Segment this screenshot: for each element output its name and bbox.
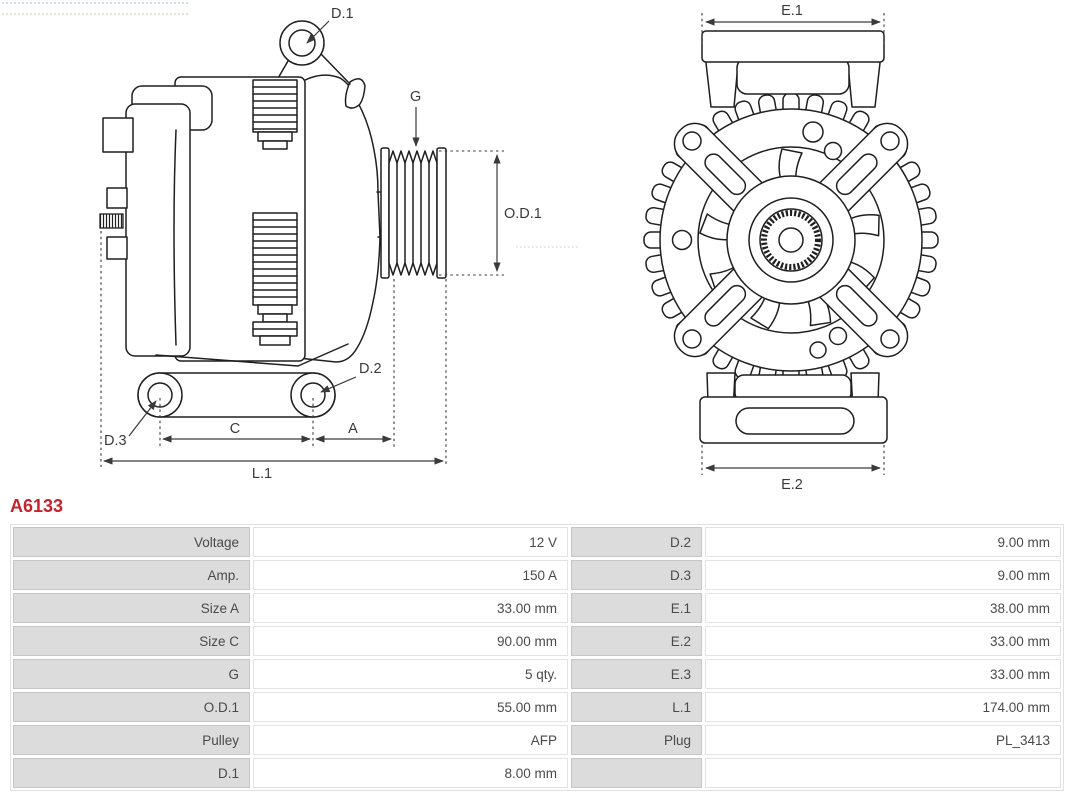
spec-value-cell: 90.00 mm xyxy=(253,626,568,656)
spec-value-cell: 174.00 mm xyxy=(705,692,1061,722)
terminal-stud-2 xyxy=(107,237,127,259)
dim-label-e2: E.2 xyxy=(781,477,803,493)
spec-label-cell: Voltage xyxy=(13,527,250,557)
spec-value-cell: 150 A xyxy=(253,560,568,590)
dim-label-d1: D.1 xyxy=(331,6,354,22)
spec-label-cell: Size C xyxy=(13,626,250,656)
table-row xyxy=(13,692,1061,722)
dim-label-c: C xyxy=(229,421,241,437)
spec-label-cell xyxy=(571,758,702,788)
front-housing xyxy=(126,104,190,356)
spec-value-cell: 8.00 mm xyxy=(253,758,568,788)
spec-label-cell: D.3 xyxy=(571,560,702,590)
spec-value-cell xyxy=(705,758,1061,788)
spec-label-cell: O.D.1 xyxy=(13,692,250,722)
spec-value-cell: 9.00 mm xyxy=(705,560,1061,590)
dim-label-d2: D.2 xyxy=(359,361,382,377)
spec-value-cell: 33.00 mm xyxy=(253,593,568,623)
spec-value-cell: PL_3413 xyxy=(705,725,1061,755)
table-row xyxy=(13,725,1061,755)
spec-label-cell: D.1 xyxy=(13,758,250,788)
front-view-diagram xyxy=(644,3,938,493)
table-row xyxy=(13,527,1061,557)
mount-lug-left-hole xyxy=(148,383,172,407)
terminal-block xyxy=(103,118,133,152)
spec-value-cell: 5 qty. xyxy=(253,659,568,689)
spec-value-cell: 55.00 mm xyxy=(253,692,568,722)
terminal-stud xyxy=(107,188,127,208)
table-row xyxy=(13,560,1061,590)
spec-label-cell: Pulley xyxy=(13,725,250,755)
spec-label-cell: E.3 xyxy=(571,659,702,689)
mount-ear-top-hole xyxy=(289,30,315,56)
pulley-flange-right xyxy=(437,148,446,278)
spec-label-cell: E.1 xyxy=(571,593,702,623)
spec-label-cell: Amp. xyxy=(13,560,250,590)
spec-label-cell: Size A xyxy=(13,593,250,623)
table-row xyxy=(13,593,1061,623)
spec-label-cell: G xyxy=(13,659,250,689)
side-view-diagram xyxy=(100,6,578,482)
stator-ribs-upper xyxy=(253,80,297,132)
spec-label-cell: E.2 xyxy=(571,626,702,656)
pulley-flange-left xyxy=(381,148,389,278)
dim-label-l1: L.1 xyxy=(251,466,273,482)
rear-housing xyxy=(298,75,380,362)
connector-plug xyxy=(100,214,123,228)
spec-value-cell: AFP xyxy=(253,725,568,755)
table-row xyxy=(13,659,1061,689)
dim-label-g: G xyxy=(410,89,422,105)
spec-value-cell: 33.00 mm xyxy=(705,659,1061,689)
bottom-bracket-slot xyxy=(736,408,854,434)
spec-value-cell: 33.00 mm xyxy=(705,626,1061,656)
dim-label-od1: O.D.1 xyxy=(504,206,542,222)
spec-value-cell: 38.00 mm xyxy=(705,593,1061,623)
shaft-hole xyxy=(779,228,803,252)
pulley-hub xyxy=(727,176,855,304)
mount-lug-right-hole xyxy=(301,383,325,407)
dim-label-d3: D.3 xyxy=(104,433,127,449)
spec-value-cell: 12 V xyxy=(253,527,568,557)
spec-label-cell: Plug xyxy=(571,725,702,755)
spec-label-cell: L.1 xyxy=(571,692,702,722)
spec-table xyxy=(10,524,1064,791)
dim-label-e1: E.1 xyxy=(781,3,803,19)
table-row xyxy=(13,758,1061,788)
part-number: A6133 xyxy=(10,496,64,516)
spec-value-cell: 9.00 mm xyxy=(705,527,1061,557)
dim-label-a: A xyxy=(348,421,358,437)
bottom-bracket xyxy=(700,373,887,443)
spec-label-cell: D.2 xyxy=(571,527,702,557)
table-row xyxy=(13,626,1061,656)
